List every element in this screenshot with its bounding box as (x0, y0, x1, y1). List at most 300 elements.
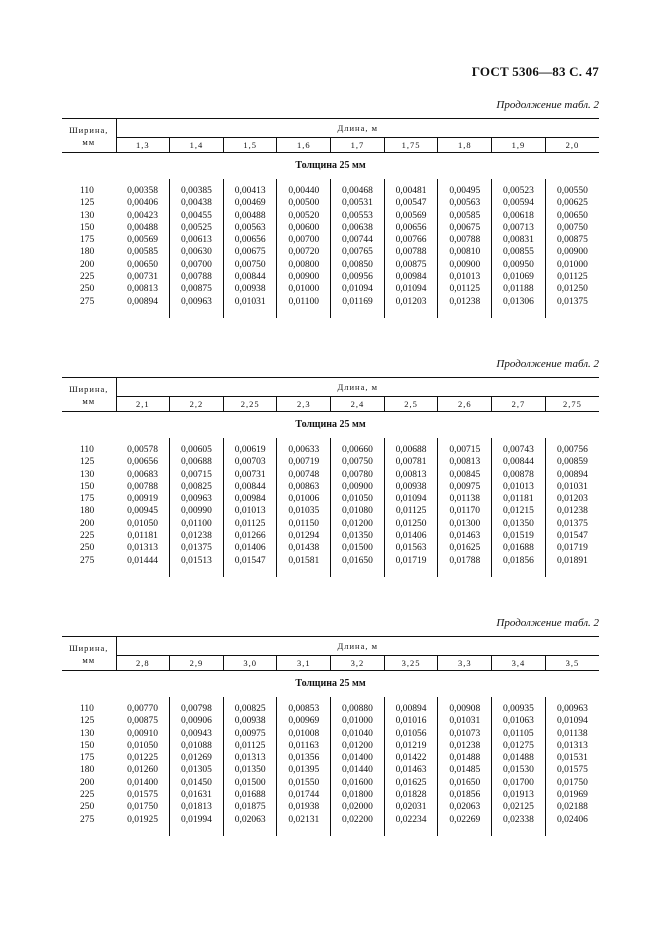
data-table-2 (62, 377, 599, 577)
value-cell: 0,01350 (492, 518, 546, 530)
value-cell: 0,01488 (492, 752, 546, 764)
value-cell: 0,01688 (492, 542, 546, 554)
value-cell: 0,01225 (116, 752, 170, 764)
value-cell: 0,01744 (277, 789, 331, 801)
value-cell: 0,00850 (331, 259, 385, 271)
width-cell: 125 (80, 198, 95, 209)
value-cell: 0,01031 (438, 715, 492, 727)
value-cell: 0,01031 (556, 481, 588, 492)
width-cell: 225 (80, 272, 95, 283)
value-cell: 0,00619 (223, 444, 277, 456)
value-cell: 0,01463 (384, 764, 438, 776)
value-cell: 0,01000 (556, 259, 588, 270)
value-cell: 0,01719 (556, 543, 588, 554)
table-row (62, 752, 599, 764)
value-cell: 0,01305 (170, 764, 224, 776)
table-row (62, 210, 599, 222)
value-cell: 0,00975 (223, 728, 277, 740)
value-cell: 0,01266 (223, 530, 277, 542)
value-cell: 0,00825 (170, 481, 224, 493)
value-cell: 0,00813 (384, 469, 438, 481)
value-cell: 0,01422 (384, 752, 438, 764)
value-cell: 0,00788 (170, 271, 224, 283)
value-cell: 0,01375 (556, 518, 588, 529)
value-cell: 0,00875 (170, 283, 224, 295)
value-cell: 0,01313 (116, 542, 170, 554)
value-cell: 0,02406 (556, 814, 588, 825)
spacer-cell (277, 567, 331, 577)
value-cell: 0,00700 (277, 234, 331, 246)
value-cell: 0,00855 (492, 246, 546, 258)
width-cell: 110 (80, 186, 94, 196)
spacer-cell (170, 308, 224, 318)
width-cell: 250 (80, 802, 95, 813)
value-cell: 0,00660 (331, 444, 385, 456)
width-cell: 225 (80, 531, 95, 542)
value-cell: 0,00906 (170, 715, 224, 727)
width-cell: 200 (80, 259, 95, 270)
value-cell: 0,00788 (384, 246, 438, 258)
value-cell: 0,00938 (223, 283, 277, 295)
value-cell: 0,00495 (438, 185, 492, 197)
length-column-header: 1,5 (223, 138, 277, 153)
value-cell: 0,01650 (438, 777, 492, 789)
value-cell: 0,00878 (492, 469, 546, 481)
value-cell: 0,01181 (492, 493, 546, 505)
value-cell: 0,01000 (277, 283, 331, 295)
value-cell: 0,01100 (277, 296, 331, 308)
spacer-cell (384, 567, 438, 577)
value-cell: 0,01575 (116, 789, 170, 801)
value-cell: 0,00908 (438, 703, 492, 715)
width-cell: 150 (80, 222, 95, 233)
value-cell: 0,01547 (223, 555, 277, 567)
spacer-cell (545, 826, 599, 836)
value-cell: 0,00766 (384, 234, 438, 246)
length-column-header: 3,2 (331, 656, 385, 671)
value-cell: 0,00935 (492, 703, 546, 715)
table-row (62, 456, 599, 468)
width-cell: 250 (80, 284, 95, 295)
length-column-header: 1,75 (384, 138, 438, 153)
value-cell: 0,01063 (492, 715, 546, 727)
value-cell: 0,01994 (170, 814, 224, 826)
value-cell: 0,01440 (331, 764, 385, 776)
value-cell: 0,00438 (170, 197, 224, 209)
value-cell: 0,01200 (331, 518, 385, 530)
value-cell: 0,01891 (556, 555, 588, 566)
value-cell: 0,00638 (331, 222, 385, 234)
length-header: Длина, м (116, 119, 599, 138)
value-cell: 0,01006 (277, 493, 331, 505)
length-column-header: 3,0 (223, 656, 277, 671)
value-cell: 0,02000 (331, 801, 385, 813)
value-cell: 0,00963 (556, 704, 588, 714)
spacer-cell (223, 308, 277, 318)
value-cell: 0,00715 (438, 444, 492, 456)
value-cell: 0,01463 (438, 530, 492, 542)
length-column-header: 3,3 (438, 656, 492, 671)
value-cell: 0,00919 (116, 493, 170, 505)
value-cell: 0,00943 (170, 728, 224, 740)
value-cell: 0,00744 (331, 234, 385, 246)
value-cell: 0,01856 (438, 789, 492, 801)
value-cell: 0,00675 (438, 222, 492, 234)
width-length-table (62, 377, 599, 577)
spacer-cell (277, 826, 331, 836)
width-cell: 275 (80, 296, 95, 307)
value-cell: 0,00770 (116, 703, 170, 715)
spacer-cell (331, 308, 385, 318)
value-cell: 0,00488 (223, 210, 277, 222)
table-row (62, 789, 599, 801)
value-cell: 0,00488 (116, 222, 170, 234)
value-cell: 0,00750 (331, 456, 385, 468)
value-cell: 0,00578 (116, 444, 170, 456)
value-cell: 0,01238 (170, 530, 224, 542)
value-cell: 0,01575 (556, 765, 588, 776)
value-cell: 0,00900 (438, 259, 492, 271)
value-cell: 0,01563 (384, 542, 438, 554)
value-cell: 0,01375 (556, 296, 588, 307)
continuation-caption-2: Продолжение табл. 2 (496, 358, 599, 370)
value-cell: 0,01094 (384, 493, 438, 505)
width-cell: 275 (80, 555, 95, 566)
value-cell: 0,01125 (223, 518, 277, 530)
value-cell: 0,00844 (223, 271, 277, 283)
value-cell: 0,01313 (556, 740, 588, 751)
value-cell: 0,00715 (170, 469, 224, 481)
value-cell: 0,00938 (223, 715, 277, 727)
length-column-header: 2,3 (277, 397, 331, 412)
width-length-table (62, 636, 599, 836)
length-column-header: 2,5 (384, 397, 438, 412)
thickness-label: Толщина 25 мм (295, 677, 366, 689)
spacer-cell (545, 567, 599, 577)
value-cell: 0,00781 (384, 456, 438, 468)
value-cell: 0,01913 (492, 789, 546, 801)
width-cell: 150 (80, 481, 95, 492)
spacer-cell (438, 567, 492, 577)
spacer-cell (438, 308, 492, 318)
value-cell: 0,01395 (277, 764, 331, 776)
spacer-cell (492, 567, 546, 577)
value-cell: 0,00910 (116, 728, 170, 740)
value-cell: 0,00956 (331, 271, 385, 283)
value-cell: 0,00990 (170, 505, 224, 517)
value-cell: 0,01008 (277, 728, 331, 740)
value-cell: 0,00481 (384, 185, 438, 197)
value-cell: 0,01969 (556, 790, 588, 801)
value-cell: 0,01300 (438, 518, 492, 530)
table-row (62, 777, 599, 789)
length-column-header: 2,2 (170, 397, 224, 412)
value-cell: 0,01050 (116, 518, 170, 530)
value-cell: 0,01375 (170, 542, 224, 554)
spacer-cell (170, 826, 224, 836)
width-cell: 110 (80, 445, 94, 455)
value-cell: 0,00358 (116, 185, 170, 197)
value-cell: 0,01547 (556, 531, 588, 542)
value-cell: 0,01125 (438, 283, 492, 295)
value-cell: 0,00788 (116, 481, 170, 493)
spacer-cell (116, 826, 170, 836)
length-column-header: 3,5 (545, 656, 599, 671)
value-cell: 0,01313 (223, 752, 277, 764)
value-cell: 0,01406 (223, 542, 277, 554)
spacer-cell (116, 567, 170, 577)
value-cell: 0,01294 (277, 530, 331, 542)
length-column-header: 2,7 (492, 397, 546, 412)
width-cell: 180 (80, 506, 95, 517)
data-table-3 (62, 636, 599, 836)
table-row (62, 728, 599, 740)
value-cell: 0,00455 (170, 210, 224, 222)
value-cell: 0,01050 (331, 493, 385, 505)
value-cell: 0,00875 (116, 715, 170, 727)
value-cell: 0,00720 (277, 246, 331, 258)
value-cell: 0,00765 (331, 246, 385, 258)
value-cell: 0,00594 (492, 197, 546, 209)
value-cell: 0,00845 (438, 469, 492, 481)
spacer-cell (62, 308, 116, 318)
spacer-cell (223, 567, 277, 577)
width-cell: 180 (80, 247, 95, 258)
value-cell: 0,01519 (492, 530, 546, 542)
table-row (62, 283, 599, 295)
value-cell: 0,00788 (438, 234, 492, 246)
value-cell: 0,00650 (116, 259, 170, 271)
length-column-header: 1,6 (277, 138, 331, 153)
table-row (62, 246, 599, 258)
length-column-header: 2,1 (116, 397, 170, 412)
value-cell: 0,00563 (438, 197, 492, 209)
spacer-cell (223, 826, 277, 836)
value-cell: 0,00798 (170, 703, 224, 715)
table-row (62, 703, 599, 715)
value-cell: 0,00984 (384, 271, 438, 283)
value-cell: 0,00656 (116, 456, 170, 468)
width-length-table (62, 118, 599, 318)
value-cell: 0,02234 (384, 814, 438, 826)
value-cell: 0,01350 (223, 764, 277, 776)
value-cell: 0,01013 (223, 505, 277, 517)
value-cell: 0,01031 (223, 296, 277, 308)
spacer-cell (62, 567, 116, 577)
value-cell: 0,01203 (384, 296, 438, 308)
value-cell: 0,00894 (384, 703, 438, 715)
value-cell: 0,00945 (116, 505, 170, 517)
width-cell: 150 (80, 740, 95, 751)
value-cell: 0,00650 (556, 210, 588, 221)
table-row (62, 715, 599, 727)
table-row (62, 505, 599, 517)
value-cell: 0,02063 (438, 801, 492, 813)
value-cell: 0,00569 (384, 210, 438, 222)
value-cell: 0,01013 (492, 481, 546, 493)
table-row (62, 271, 599, 283)
value-cell: 0,01688 (223, 789, 277, 801)
value-cell: 0,00859 (556, 457, 588, 468)
value-cell: 0,00703 (223, 456, 277, 468)
width-cell: 110 (80, 704, 94, 714)
value-cell: 0,00963 (170, 493, 224, 505)
width-cell: 250 (80, 543, 95, 554)
continuation-caption-1: Продолжение табл. 2 (496, 99, 599, 111)
value-cell: 0,00633 (277, 444, 331, 456)
value-cell: 0,00844 (223, 481, 277, 493)
value-cell: 0,01138 (438, 493, 492, 505)
length-header: Длина, м (116, 378, 599, 397)
value-cell: 0,01485 (438, 764, 492, 776)
value-cell: 0,01169 (331, 296, 385, 308)
length-column-header: 2,25 (223, 397, 277, 412)
value-cell: 0,00585 (438, 210, 492, 222)
value-cell: 0,01500 (223, 777, 277, 789)
length-column-header: 3,25 (384, 656, 438, 671)
value-cell: 0,00756 (556, 445, 588, 455)
continuation-caption-3: Продолжение табл. 2 (496, 617, 599, 629)
value-cell: 0,00900 (277, 271, 331, 283)
value-cell: 0,01069 (492, 271, 546, 283)
value-cell: 0,01530 (492, 764, 546, 776)
length-column-header: 2,4 (331, 397, 385, 412)
value-cell: 0,01438 (277, 542, 331, 554)
table-row (62, 530, 599, 542)
value-cell: 0,02338 (492, 814, 546, 826)
value-cell: 0,00406 (116, 197, 170, 209)
spacer-cell (492, 826, 546, 836)
value-cell: 0,00550 (556, 186, 588, 196)
width-cell: 175 (80, 753, 95, 764)
value-cell: 0,01750 (116, 801, 170, 813)
value-cell: 0,02131 (277, 814, 331, 826)
value-cell: 0,00569 (116, 234, 170, 246)
value-cell: 0,01875 (223, 801, 277, 813)
value-cell: 0,00813 (438, 456, 492, 468)
value-cell: 0,01828 (384, 789, 438, 801)
value-cell: 0,00748 (277, 469, 331, 481)
spacer-cell (384, 826, 438, 836)
value-cell: 0,00900 (331, 481, 385, 493)
value-cell: 0,02269 (438, 814, 492, 826)
value-cell: 0,01788 (438, 555, 492, 567)
value-cell: 0,00863 (277, 481, 331, 493)
value-cell: 0,00625 (556, 198, 588, 209)
width-cell: 125 (80, 716, 95, 727)
thickness-label: Толщина 25 мм (295, 418, 366, 430)
value-cell: 0,00950 (492, 259, 546, 271)
value-cell: 0,01105 (492, 728, 546, 740)
width-cell: 130 (80, 210, 95, 221)
table-row (62, 234, 599, 246)
value-cell: 0,00423 (116, 210, 170, 222)
width-cell: 225 (80, 790, 95, 801)
value-cell: 0,00825 (223, 703, 277, 715)
value-cell: 0,00700 (170, 259, 224, 271)
length-column-header: 2,8 (116, 656, 170, 671)
table-row (62, 493, 599, 505)
value-cell: 0,01150 (277, 518, 331, 530)
value-cell: 0,01040 (331, 728, 385, 740)
table-row (62, 481, 599, 493)
value-cell: 0,01450 (170, 777, 224, 789)
table-row (62, 185, 599, 197)
value-cell: 0,02031 (384, 801, 438, 813)
value-cell: 0,00413 (223, 185, 277, 197)
value-cell: 0,00525 (170, 222, 224, 234)
width-column-header: Ширина, мм (62, 378, 116, 412)
value-cell: 0,01238 (556, 506, 588, 517)
length-column-header: 1,3 (116, 138, 170, 153)
value-cell: 0,00880 (331, 703, 385, 715)
value-cell: 0,00600 (277, 222, 331, 234)
width-cell: 175 (80, 235, 95, 246)
width-cell: 125 (80, 457, 95, 468)
length-column-header: 2,0 (545, 138, 599, 153)
value-cell: 0,01080 (331, 505, 385, 517)
value-cell: 0,01406 (384, 530, 438, 542)
value-cell: 0,00630 (170, 246, 224, 258)
value-cell: 0,01125 (384, 505, 438, 517)
value-cell: 0,01700 (492, 777, 546, 789)
value-cell: 0,00750 (223, 259, 277, 271)
table-row (62, 469, 599, 481)
value-cell: 0,01200 (331, 740, 385, 752)
table-row (62, 814, 599, 826)
width-cell: 130 (80, 728, 95, 739)
value-cell: 0,00853 (277, 703, 331, 715)
spacer-cell (62, 826, 116, 836)
value-cell: 0,01531 (556, 753, 588, 764)
value-cell: 0,00523 (492, 185, 546, 197)
value-cell: 0,00675 (223, 246, 277, 258)
value-cell: 0,00844 (492, 456, 546, 468)
value-cell: 0,01275 (492, 740, 546, 752)
length-column-header: 1,9 (492, 138, 546, 153)
value-cell: 0,00831 (492, 234, 546, 246)
table-row (62, 296, 599, 308)
value-cell: 0,01269 (170, 752, 224, 764)
value-cell: 0,01250 (384, 518, 438, 530)
value-cell: 0,00531 (331, 197, 385, 209)
value-cell: 0,00469 (223, 197, 277, 209)
value-cell: 0,01203 (556, 494, 588, 505)
value-cell: 0,00605 (170, 444, 224, 456)
value-cell: 0,01094 (556, 716, 588, 727)
value-cell: 0,02125 (492, 801, 546, 813)
width-cell: 175 (80, 494, 95, 505)
value-cell: 0,00563 (223, 222, 277, 234)
value-cell: 0,00688 (384, 444, 438, 456)
spacer-cell (277, 308, 331, 318)
value-cell: 0,01016 (384, 715, 438, 727)
value-cell: 0,01625 (438, 542, 492, 554)
value-cell: 0,00385 (170, 185, 224, 197)
length-column-header: 1,8 (438, 138, 492, 153)
value-cell: 0,01000 (331, 715, 385, 727)
spacer-cell (545, 308, 599, 318)
value-cell: 0,01813 (170, 801, 224, 813)
value-cell: 0,01631 (170, 789, 224, 801)
value-cell: 0,00500 (277, 197, 331, 209)
value-cell: 0,01444 (116, 555, 170, 567)
value-cell: 0,00975 (438, 481, 492, 493)
value-cell: 0,01138 (557, 728, 588, 739)
length-column-header: 2,9 (170, 656, 224, 671)
value-cell: 0,00731 (116, 271, 170, 283)
value-cell: 0,00683 (116, 469, 170, 481)
